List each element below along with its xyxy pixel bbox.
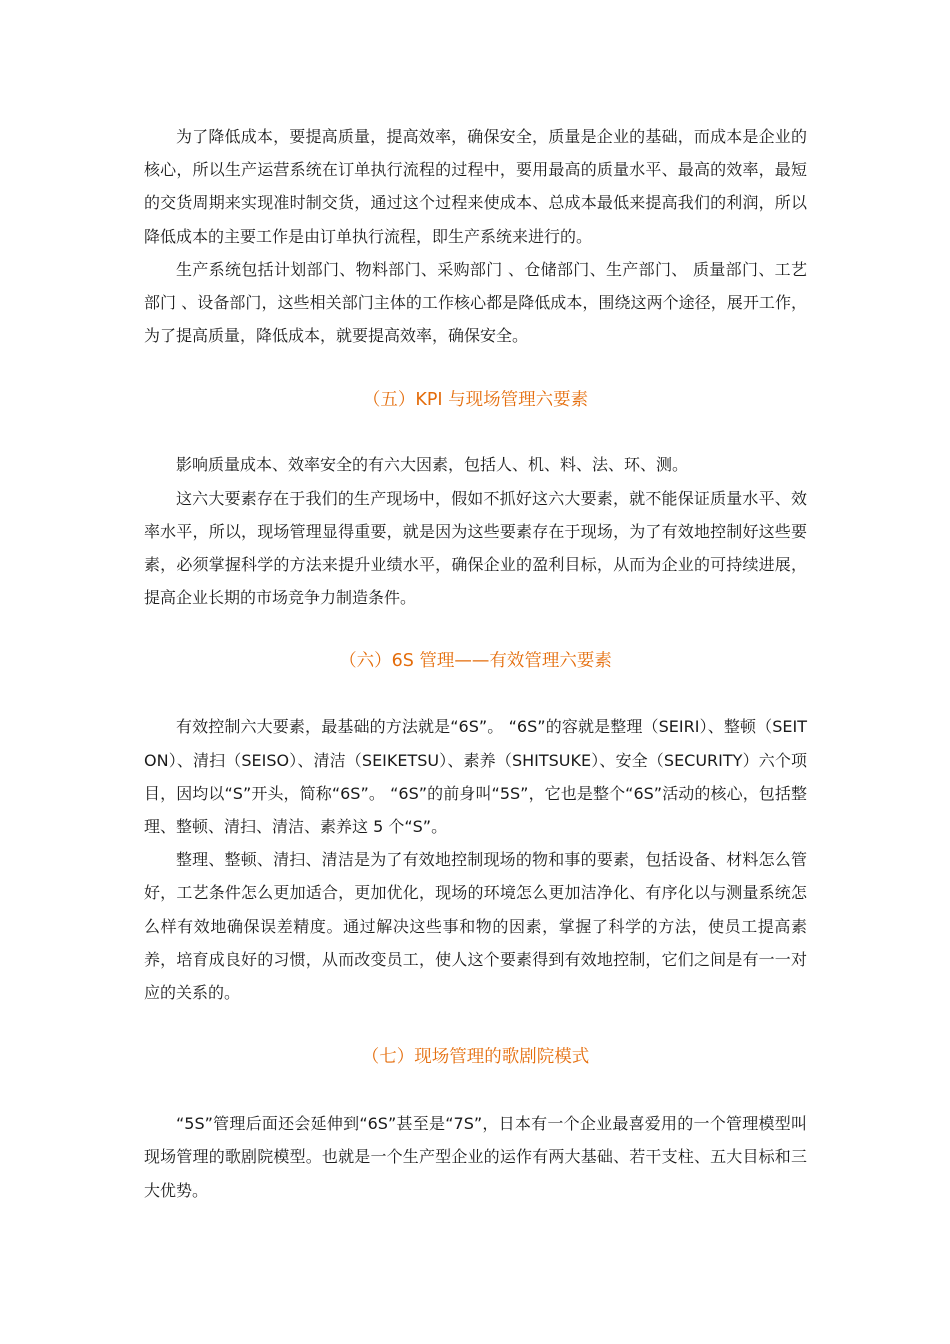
section-heading: （五）KPI 与现场管理六要素 [362, 390, 589, 411]
section-6 [144, 645, 807, 1009]
intro-section [144, 120, 807, 352]
body-paragraph: “5S”管理后面还会延伸到“6S”甚至是“7S”，日本有一个企业最喜爱用的一个管理模型叫现场管理的歌剧院模型。也就是一个生产型企业的运作有两大基础、若干支柱、五大目标和三大优势。 [144, 1114, 807, 1200]
document-page [144, 120, 807, 1207]
section-heading: （七）现场管理的歌剧院模式 [361, 1047, 590, 1068]
section-heading: （六）6S 管理——有效管理六要素 [339, 651, 612, 672]
body-paragraph: 影响质量成本、效率安全的有六大因素，包括人、机、料、法、环、测。 [176, 455, 689, 475]
body-paragraph: 生产系统包括计划部门、物料部门、采购部门 、仓储部门、生产部门、 质量部门、工艺部门 、设备部门，这些相关部门主体的工作核心都是降低成本，围绕这两个途径，展开工作，为了提高质量，降低成本，就要提高效率，确保安全。 [144, 259, 807, 346]
section-5 [144, 384, 807, 614]
body-paragraph: 整理、整顿、清扫、清洁是为了有效地控制现场的物和事的要素，包括设备、材料怎么管好，工艺条件怎么更加适合，更加优化，现场的环境怎么更加洁净化、有序化以与测量系统怎么样有效地确保误差精度。通过解决这些事和物的因素，掌握了科学的方法，使员工提高素养，培育成良好的习惯，从而改变员工，使人这个要素得到有效地控制，它们之间是有一一对应的关系的。 [144, 850, 807, 1003]
body-paragraph: 有效控制六大要素，最基础的方法就是“6S”。 “6S”的容就是整理（SEIRI）、整顿（SEITON）、清扫（SEISO）、清洁（SEIKETSU）、素养（SHITSUKE）、安全（SECURITY）六个项目，因均以“S”开头，简称“6S”。 “6S”的前身叫“5S”，它也是整个“6S”活动的核心，包括整理、整顿、清扫、清洁、素养这 5 个“S”。 [144, 717, 807, 837]
section-7 [144, 1041, 807, 1207]
body-paragraph: 这六大要素存在于我们的生产现场中，假如不抓好这六大要素，就不能保证质量水平、效率水平，所以，现场管理显得重要，就是因为这些要素存在于现场，为了有效地控制好这些要素，必须掌握科学的方法来提升业绩水平，确保企业的盈利目标，从而为企业的可持续进展，提高企业长期的市场竞争力制造条件。 [144, 488, 807, 608]
body-paragraph: 为了降低成本，要提高质量，提高效率，确保安全，质量是企业的基础，而成本是企业的核心，所以生产运营系统在订单执行流程的过程中，要用最高的质量水平、最高的效率，最短的交货周期来实现准时制交货，通过这个过程来使成本、总成本最低来提高我们的利润，所以降低成本的主要工作是由订单执行流程，即生产系统来进行的。 [144, 127, 807, 246]
